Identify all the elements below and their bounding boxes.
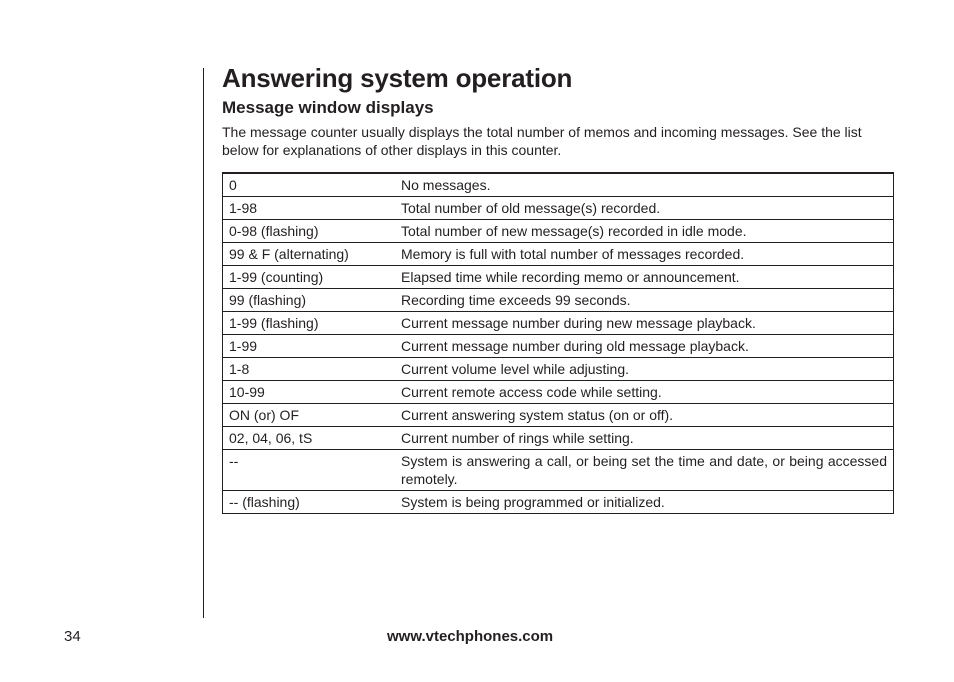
meaning-cell: Total number of new message(s) recorded in idle mode. (395, 220, 894, 243)
display-cell: ON (or) OF (223, 404, 396, 427)
meaning-cell: System is being programmed or initialized. (395, 491, 894, 514)
table-row (223, 491, 894, 514)
table-row (223, 312, 894, 335)
display-cell: 10-99 (223, 381, 396, 404)
table-row (223, 335, 894, 358)
table-row (223, 358, 894, 381)
meaning-cell: Current answering system status (on or off). (395, 404, 894, 427)
display-cell: -- (flashing) (223, 491, 396, 514)
meaning-cell: Memory is full with total number of messages recorded. (395, 243, 894, 266)
display-cell: 02, 04, 06, tS (223, 427, 396, 450)
meaning-cell: Current volume level while adjusting. (395, 358, 894, 381)
table-row (223, 243, 894, 266)
table-row (223, 404, 894, 427)
display-cell: 99 (flashing) (223, 289, 396, 312)
table-row (223, 220, 894, 243)
display-cell: 1-99 (counting) (223, 266, 396, 289)
display-cell: 1-99 (flashing) (223, 312, 396, 335)
display-cell: 1-8 (223, 358, 396, 381)
table-row (223, 289, 894, 312)
table-row (223, 450, 894, 491)
meaning-cell: Current remote access code while setting. (395, 381, 894, 404)
table-row (223, 381, 894, 404)
table-row (223, 197, 894, 220)
display-cell: 1-99 (223, 335, 396, 358)
display-cell: 1-98 (223, 197, 396, 220)
display-cell: 99 & F (alternating) (223, 243, 396, 266)
meaning-cell: Recording time exceeds 99 seconds. (395, 289, 894, 312)
margin-rule (203, 68, 204, 618)
table-row (223, 266, 894, 289)
meaning-cell: Elapsed time while recording memo or announcement. (395, 266, 894, 289)
meaning-cell: Total number of old message(s) recorded. (395, 197, 894, 220)
intro-paragraph: The message counter usually displays the total number of memos and incoming messages. See the list below for explanations of other displays in this counter. (222, 124, 862, 158)
meaning-cell: Current message number during old message playback. (395, 335, 894, 358)
meaning-cell: Current number of rings while setting. (395, 427, 894, 450)
display-cell: 0 (223, 173, 396, 197)
page-title: Answering system operation (222, 63, 573, 93)
page-number: 34 (64, 628, 81, 645)
section-heading: Message window displays (222, 98, 434, 117)
display-cell: 0-98 (flashing) (223, 220, 396, 243)
footer-url: www.vtechphones.com (387, 628, 554, 645)
message-display-table (222, 172, 894, 514)
meaning-cell: System is answering a call, or being set the time and date, or being accessed remotely. (395, 450, 894, 491)
display-cell: -- (223, 450, 396, 491)
table-row (223, 173, 894, 197)
meaning-cell: No messages. (395, 173, 894, 197)
table-row (223, 427, 894, 450)
meaning-cell: Current message number during new message playback. (395, 312, 894, 335)
